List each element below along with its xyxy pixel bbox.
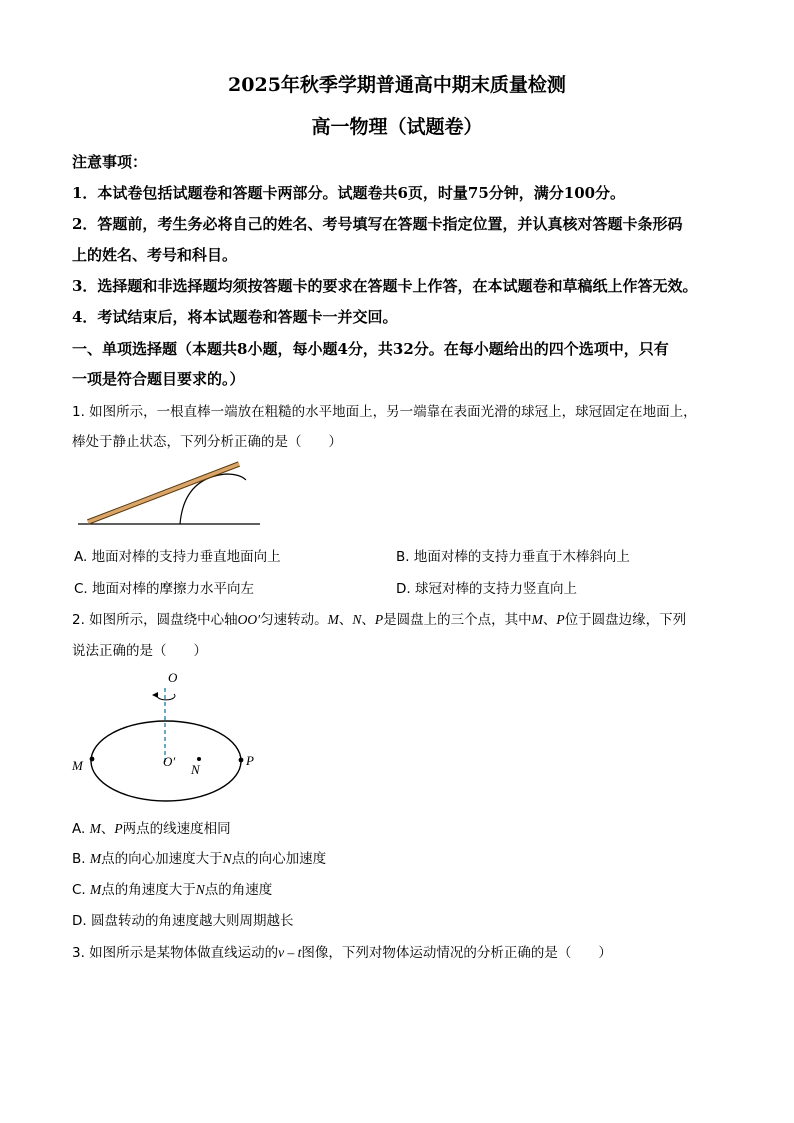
point-n	[197, 757, 201, 761]
notice-item-1: 1．本试卷包括试题卷和答题卡两部分。试题卷共6页，时量75分钟，满分100分。	[72, 184, 626, 202]
notice-item-4: 4．考试结束后，将本试题卷和答题卡一并交回。	[72, 308, 398, 326]
point-p	[239, 758, 244, 763]
notice-item-3: 3．选择题和非选择题均须按答题卡的要求在答题卡上作答，在本试题卷和草稿纸上作答无效。	[72, 277, 698, 295]
rotation-arrowhead	[152, 692, 158, 698]
label-m: M	[72, 758, 83, 773]
q2-option-d: D. 圆盘转动的角速度越大则周期越长	[72, 913, 294, 929]
q1-stem-line1: 1. 如图所示，一根直棒一端放在粗糙的水平地面上，另一端靠在表面光滑的球冠上，球冠固定在地面上，	[72, 404, 697, 420]
label-n: N	[191, 762, 200, 777]
exam-subtitle: 高一物理（试题卷）	[311, 116, 483, 138]
section-heading-line2: 一项是符合题目要求的。）	[72, 370, 245, 388]
rotation-arrow	[157, 694, 175, 700]
q1-rod-diagram	[74, 460, 264, 532]
notice-heading: 注意事项：	[72, 153, 148, 171]
rod	[88, 464, 239, 522]
q3-stem: 3. 如图所示是某物体做直线运动的v – t图像，下列对物体运动情况的分析正确的是（ ）	[72, 945, 612, 961]
q1-option-b: B. 地面对棒的支持力垂直于木棒斜向上	[396, 549, 630, 565]
q2-disc-diagram	[66, 666, 270, 806]
q1-stem-line2: 棒处于静止状态，下列分析正确的是（ ）	[72, 434, 342, 450]
exam-title: 2025年秋季学期普通高中期末质量检测	[228, 74, 566, 96]
label-o: O	[168, 670, 178, 685]
q2-option-a: A. M、P两点的线速度相同	[72, 821, 231, 837]
section-heading-line1: 一、单项选择题（本题共8小题，每小题4分，共32分。在每小题给出的四个选项中，只有	[72, 340, 669, 358]
q2-option-c: C. M点的角速度大于N点的角速度	[72, 882, 273, 898]
q2-stem-line2: 说法正确的是（ ）	[72, 643, 207, 659]
q1-option-a: A. 地面对棒的支持力垂直地面向上	[74, 549, 281, 565]
label-p: P	[246, 753, 254, 768]
q2-stem-line1: 2. 如图所示，圆盘绕中心轴OO′匀速转动。M、N、P是圆盘上的三个点，其中M、P位于圆盘边缘，下列	[72, 612, 687, 628]
q2-option-b: B. M点的向心加速度大于N点的向心加速度	[72, 851, 327, 867]
notice-item-2b: 上的姓名、考号和科目。	[72, 246, 238, 264]
point-m	[90, 757, 95, 762]
notice-item-2a: 2．答题前，考生务必将自己的姓名、考号填写在答题卡指定位置，并认真核对答题卡条形码	[72, 215, 683, 233]
label-o-prime: O′	[163, 754, 176, 769]
q1-option-d: D. 球冠对棒的支持力竖直向上	[396, 581, 577, 597]
q1-option-c: C. 地面对棒的摩擦力水平向左	[74, 581, 255, 597]
